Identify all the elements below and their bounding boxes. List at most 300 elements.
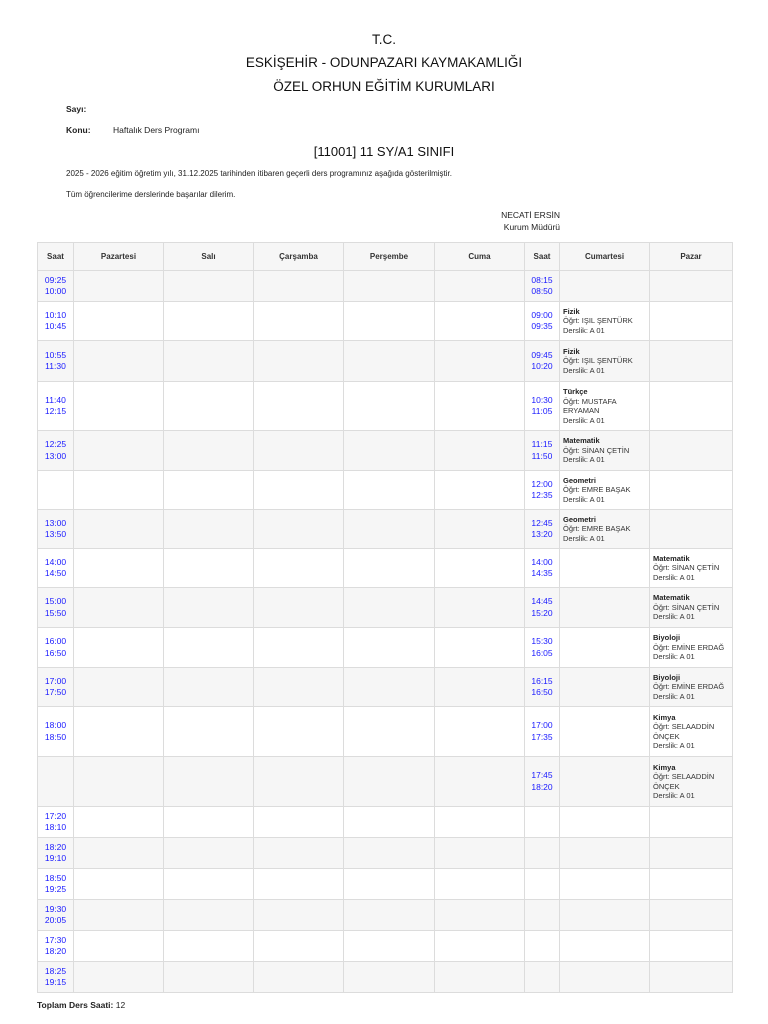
end-time: 20:05	[44, 915, 67, 925]
end-time: 18:20	[531, 781, 553, 792]
empty-cell	[164, 807, 254, 838]
end-time: 10:00	[44, 286, 67, 296]
start-time: 18:25	[44, 965, 67, 976]
empty-cell	[164, 382, 254, 431]
table-row	[38, 707, 733, 757]
lesson-teacher: Öğrt: EMİNE ERDAĞ	[653, 682, 725, 692]
schedule-table	[37, 242, 733, 993]
end-time: 15:50	[44, 607, 67, 618]
lesson-teacher: Öğrt: IŞIL ŞENTÜRK	[563, 316, 633, 326]
end-time: 17:50	[44, 687, 67, 697]
start-time: 09:25	[44, 274, 67, 285]
empty-cell	[560, 549, 650, 588]
time-cell	[38, 962, 74, 993]
empty-cell	[74, 962, 164, 993]
empty-cell	[344, 838, 435, 869]
start-time: 12:45	[531, 517, 553, 528]
end-time: 13:20	[531, 529, 553, 539]
empty-cell	[344, 962, 435, 993]
time-cell	[525, 628, 560, 668]
time-cell	[525, 510, 560, 549]
empty-cell	[164, 302, 254, 341]
empty-cell	[254, 471, 344, 510]
time-cell	[525, 302, 560, 341]
empty-cell	[560, 757, 650, 807]
table-row	[38, 510, 733, 549]
start-time: 18:00	[44, 720, 67, 730]
empty-cell	[435, 931, 525, 962]
empty-cell	[344, 549, 435, 588]
time-cell	[525, 668, 560, 707]
lesson-teacher: Öğrt: SİNAN ÇETİN	[653, 602, 720, 612]
empty-cell	[650, 807, 733, 838]
empty-cell	[254, 707, 344, 757]
start-time: 16:15	[531, 675, 553, 686]
end-time: 11:30	[45, 361, 66, 371]
lesson-room: Derslik: A 01	[563, 415, 605, 425]
end-time: 09:35	[531, 321, 553, 331]
end-time: 19:15	[44, 977, 67, 987]
empty-cell	[74, 271, 164, 302]
empty-cell	[344, 707, 435, 757]
empty-cell	[650, 382, 733, 431]
start-time: 09:45	[531, 349, 553, 360]
start-time: 14:45	[531, 596, 553, 606]
empty-cell	[560, 838, 650, 869]
empty-cell	[164, 588, 254, 628]
empty-cell	[344, 302, 435, 341]
time-cell	[525, 838, 560, 869]
empty-cell	[254, 869, 344, 900]
empty-cell	[254, 668, 344, 707]
table-row	[38, 668, 733, 707]
end-time: 10:20	[531, 361, 553, 371]
konu-label: Konu:	[66, 125, 91, 135]
lesson-room: Derslik: A 01	[563, 455, 605, 465]
empty-cell	[254, 302, 344, 341]
table-row	[38, 549, 733, 588]
lesson-cell	[650, 707, 733, 757]
empty-cell	[164, 757, 254, 807]
time-cell	[38, 931, 74, 962]
lesson-cell	[650, 628, 733, 668]
lesson-cell	[650, 757, 733, 807]
empty-cell	[254, 431, 344, 471]
start-time: 17:45	[531, 770, 553, 780]
total-value: 12	[115, 1000, 126, 1010]
empty-cell	[560, 962, 650, 993]
time-cell	[38, 341, 74, 382]
column-header: Perşembe	[344, 243, 435, 271]
start-time: 12:00	[531, 478, 553, 489]
time-cell	[38, 838, 74, 869]
table-row	[38, 900, 733, 931]
empty-cell	[254, 382, 344, 431]
lesson-teacher: Öğrt: SİNAN ÇETİN	[653, 563, 720, 573]
empty-cell	[344, 588, 435, 628]
empty-cell	[560, 707, 650, 757]
time-cell	[525, 588, 560, 628]
empty-cell	[164, 838, 254, 869]
empty-cell	[74, 588, 164, 628]
lesson-subject: Fizik	[563, 346, 580, 356]
column-header: Pazar	[650, 243, 733, 271]
time-cell	[38, 271, 74, 302]
table-row	[38, 588, 733, 628]
end-time: 16:50	[44, 647, 67, 658]
table-row	[38, 962, 733, 993]
empty-cell	[164, 931, 254, 962]
start-time: 11:15	[531, 439, 553, 449]
lesson-subject: Kimya	[653, 712, 676, 722]
empty-cell	[74, 869, 164, 900]
start-time: 15:30	[531, 636, 553, 646]
table-row	[38, 302, 733, 341]
table-row	[38, 341, 733, 382]
lesson-teacher: Öğrt: EMİNE ERDAĞ	[653, 642, 725, 652]
empty-cell	[74, 668, 164, 707]
empty-cell	[74, 549, 164, 588]
start-time: 09:00	[531, 309, 553, 320]
empty-cell	[560, 628, 650, 668]
empty-cell	[164, 668, 254, 707]
time-cell	[525, 341, 560, 382]
empty-cell	[650, 838, 733, 869]
time-cell	[525, 757, 560, 807]
time-cell	[525, 707, 560, 757]
empty-cell	[344, 757, 435, 807]
empty-cell	[74, 707, 164, 757]
start-time: 10:10	[44, 309, 67, 320]
start-time: 08:15	[531, 274, 553, 285]
empty-cell	[435, 341, 525, 382]
time-cell	[38, 549, 74, 588]
start-time: 11:40	[45, 394, 66, 405]
time-cell	[525, 431, 560, 471]
empty-cell	[164, 431, 254, 471]
empty-cell	[164, 707, 254, 757]
empty-cell	[344, 628, 435, 668]
empty-cell	[344, 869, 435, 900]
lesson-cell	[560, 302, 650, 341]
time-cell	[525, 900, 560, 931]
end-time: 18:10	[44, 822, 67, 832]
empty-cell	[74, 900, 164, 931]
empty-cell	[344, 900, 435, 931]
empty-cell	[344, 341, 435, 382]
empty-cell	[435, 271, 525, 302]
empty-cell	[254, 341, 344, 382]
time-cell	[38, 471, 74, 510]
time-cell	[525, 549, 560, 588]
empty-cell	[254, 549, 344, 588]
start-time: 10:55	[44, 349, 67, 360]
empty-cell	[435, 900, 525, 931]
time-cell	[38, 869, 74, 900]
empty-cell	[435, 807, 525, 838]
table-header-row	[38, 243, 733, 271]
empty-cell	[344, 471, 435, 510]
empty-cell	[164, 628, 254, 668]
empty-cell	[435, 471, 525, 510]
empty-cell	[650, 510, 733, 549]
start-time: 17:20	[44, 810, 67, 821]
lesson-teacher: Öğrt: SİNAN ÇETİN	[563, 445, 630, 455]
start-time: 19:30	[44, 903, 67, 914]
table-row	[38, 931, 733, 962]
empty-cell	[435, 869, 525, 900]
lesson-subject: Fizik	[563, 306, 580, 316]
start-time: 14:00	[531, 556, 553, 567]
empty-cell	[650, 471, 733, 510]
empty-cell	[254, 510, 344, 549]
time-cell	[525, 869, 560, 900]
empty-cell	[254, 900, 344, 931]
lesson-cell	[650, 588, 733, 628]
end-time: 15:20	[531, 607, 553, 618]
empty-cell	[164, 962, 254, 993]
empty-cell	[560, 900, 650, 931]
empty-cell	[254, 962, 344, 993]
time-cell	[525, 807, 560, 838]
empty-cell	[254, 931, 344, 962]
table-row	[38, 382, 733, 431]
time-cell	[38, 807, 74, 838]
column-header: Salı	[164, 243, 254, 271]
start-time: 13:00	[44, 517, 67, 528]
empty-cell	[650, 900, 733, 931]
lesson-room: Derslik: A 01	[653, 691, 695, 701]
lesson-cell	[560, 471, 650, 510]
empty-cell	[164, 869, 254, 900]
lesson-room: Derslik: A 01	[563, 365, 605, 375]
empty-cell	[650, 869, 733, 900]
lesson-teacher: Öğrt: MUSTAFA ERYAMAN	[563, 396, 617, 415]
empty-cell	[74, 510, 164, 549]
start-time: 17:00	[44, 675, 67, 686]
empty-cell	[344, 431, 435, 471]
time-cell	[525, 382, 560, 431]
lesson-teacher: Öğrt: SELAADDİN ÖNÇEK	[653, 722, 715, 741]
lesson-room: Derslik: A 01	[653, 612, 695, 622]
column-header: Saat	[525, 243, 560, 271]
lesson-cell	[650, 549, 733, 588]
time-cell	[525, 271, 560, 302]
table-row	[38, 431, 733, 471]
lesson-cell	[560, 341, 650, 382]
end-time: 12:35	[531, 490, 553, 500]
lesson-room: Derslik: A 01	[653, 652, 695, 662]
column-header: Cuma	[435, 243, 525, 271]
lesson-room: Derslik: A 01	[563, 494, 605, 504]
empty-cell	[435, 382, 525, 431]
empty-cell	[560, 931, 650, 962]
sayi-label: Sayı:	[66, 104, 87, 114]
end-time: 14:50	[44, 568, 67, 578]
empty-cell	[435, 431, 525, 471]
wish-paragraph: Tüm öğrencilerime derslerinde başarılar dilerim.	[66, 190, 236, 199]
lesson-cell	[560, 431, 650, 471]
empty-cell	[650, 931, 733, 962]
total-hours	[37, 1000, 125, 1010]
empty-cell	[344, 931, 435, 962]
end-time: 18:20	[44, 946, 67, 956]
header-district: ESKİŞEHİR - ODUNPAZARI KAYMAKAMLIĞI	[245, 55, 523, 70]
end-time: 19:10	[44, 853, 67, 863]
empty-cell	[435, 549, 525, 588]
empty-cell	[74, 341, 164, 382]
time-cell	[38, 900, 74, 931]
time-cell	[38, 382, 74, 431]
intro-paragraph: 2025 - 2026 eğitim öğretim yılı, 31.12.2025 tarihinden itibaren geçerli ders programınız aşağıda gösterilmiştir.	[66, 169, 452, 178]
header-tc: T.C.	[371, 32, 396, 47]
end-time: 13:50	[44, 529, 67, 539]
empty-cell	[164, 471, 254, 510]
empty-cell	[254, 588, 344, 628]
total-label: Toplam Ders Saati:	[37, 1000, 114, 1010]
empty-cell	[435, 962, 525, 993]
column-header: Cumartesi	[560, 243, 650, 271]
empty-cell	[254, 628, 344, 668]
lesson-cell	[560, 382, 650, 431]
empty-cell	[650, 962, 733, 993]
lesson-subject: Geometri	[563, 475, 596, 485]
empty-cell	[344, 382, 435, 431]
lesson-cell	[560, 510, 650, 549]
lesson-teacher: Öğrt: EMRE BAŞAK	[563, 524, 631, 534]
time-cell	[38, 510, 74, 549]
table-row	[38, 628, 733, 668]
empty-cell	[254, 757, 344, 807]
empty-cell	[435, 510, 525, 549]
empty-cell	[435, 668, 525, 707]
column-header: Saat	[38, 243, 74, 271]
empty-cell	[435, 588, 525, 628]
time-cell	[38, 707, 74, 757]
lesson-room: Derslik: A 01	[653, 741, 695, 750]
empty-cell	[650, 431, 733, 471]
time-cell	[38, 588, 74, 628]
time-cell	[525, 931, 560, 962]
lesson-teacher: Öğrt: EMRE BAŞAK	[563, 485, 631, 495]
lesson-subject: Geometri	[563, 514, 596, 524]
empty-cell	[435, 302, 525, 341]
start-time: 15:00	[44, 596, 67, 606]
time-cell	[525, 471, 560, 510]
empty-cell	[74, 931, 164, 962]
empty-cell	[435, 707, 525, 757]
table-row	[38, 471, 733, 510]
lesson-subject: Matematik	[563, 436, 600, 446]
empty-cell	[435, 838, 525, 869]
empty-cell	[435, 757, 525, 807]
lesson-subject: Biyoloji	[653, 633, 681, 643]
empty-cell	[164, 549, 254, 588]
lesson-subject: Türkçe	[563, 387, 588, 396]
end-time: 13:00	[44, 450, 67, 461]
empty-cell	[74, 382, 164, 431]
time-cell	[525, 962, 560, 993]
table-row	[38, 838, 733, 869]
konu-value: Haftalık Ders Programı	[113, 125, 200, 135]
column-header: Çarşamba	[254, 243, 344, 271]
class-title: [11001] 11 SY/A1 SINIFI	[313, 144, 455, 159]
time-cell	[38, 668, 74, 707]
lesson-room: Derslik: A 01	[563, 533, 605, 543]
signature-name: NECATİ ERSİN	[501, 210, 560, 220]
empty-cell	[344, 510, 435, 549]
table-row	[38, 271, 733, 302]
lesson-teacher: Öğrt: IŞIL ŞENTÜRK	[563, 356, 633, 366]
empty-cell	[254, 271, 344, 302]
time-cell	[38, 431, 74, 471]
lesson-room: Derslik: A 01	[653, 572, 695, 582]
empty-cell	[74, 628, 164, 668]
empty-cell	[254, 838, 344, 869]
empty-cell	[164, 900, 254, 931]
time-cell	[38, 757, 74, 807]
empty-cell	[650, 271, 733, 302]
end-time: 17:35	[531, 731, 553, 742]
table-row	[38, 757, 733, 807]
start-time: 17:30	[44, 934, 67, 945]
empty-cell	[560, 271, 650, 302]
empty-cell	[560, 588, 650, 628]
end-time: 16:05	[531, 647, 553, 658]
end-time: 12:15	[44, 406, 67, 416]
lesson-room: Derslik: A 01	[563, 325, 605, 335]
start-time: 14:00	[44, 556, 67, 567]
empty-cell	[164, 510, 254, 549]
end-time: 19:25	[44, 884, 67, 894]
lesson-subject: Matematik	[653, 553, 690, 563]
table-row	[38, 807, 733, 838]
end-time: 18:50	[44, 731, 67, 742]
start-time: 12:25	[44, 439, 67, 449]
empty-cell	[74, 431, 164, 471]
lesson-subject: Matematik	[653, 593, 690, 603]
empty-cell	[74, 302, 164, 341]
start-time: 16:00	[44, 636, 67, 646]
time-cell	[38, 628, 74, 668]
empty-cell	[74, 807, 164, 838]
signature-title: Kurum Müdürü	[503, 222, 560, 232]
lesson-subject: Kimya	[653, 762, 676, 772]
empty-cell	[344, 271, 435, 302]
header-institution: ÖZEL ORHUN EĞİTİM KURUMLARI	[273, 79, 495, 94]
lesson-cell	[650, 668, 733, 707]
end-time: 11:05	[531, 406, 553, 416]
end-time: 14:35	[531, 568, 553, 578]
empty-cell	[74, 471, 164, 510]
empty-cell	[344, 807, 435, 838]
table-row	[38, 869, 733, 900]
end-time: 08:50	[531, 286, 553, 296]
empty-cell	[254, 807, 344, 838]
empty-cell	[435, 628, 525, 668]
empty-cell	[74, 838, 164, 869]
sayi-row	[66, 104, 86, 114]
end-time: 11:50	[531, 450, 553, 461]
time-cell	[38, 302, 74, 341]
empty-cell	[560, 668, 650, 707]
start-time: 10:30	[531, 394, 553, 405]
empty-cell	[650, 302, 733, 341]
start-time: 18:20	[44, 841, 67, 852]
lesson-room: Derslik: A 01	[653, 791, 695, 800]
start-time: 17:00	[531, 720, 553, 730]
empty-cell	[74, 757, 164, 807]
